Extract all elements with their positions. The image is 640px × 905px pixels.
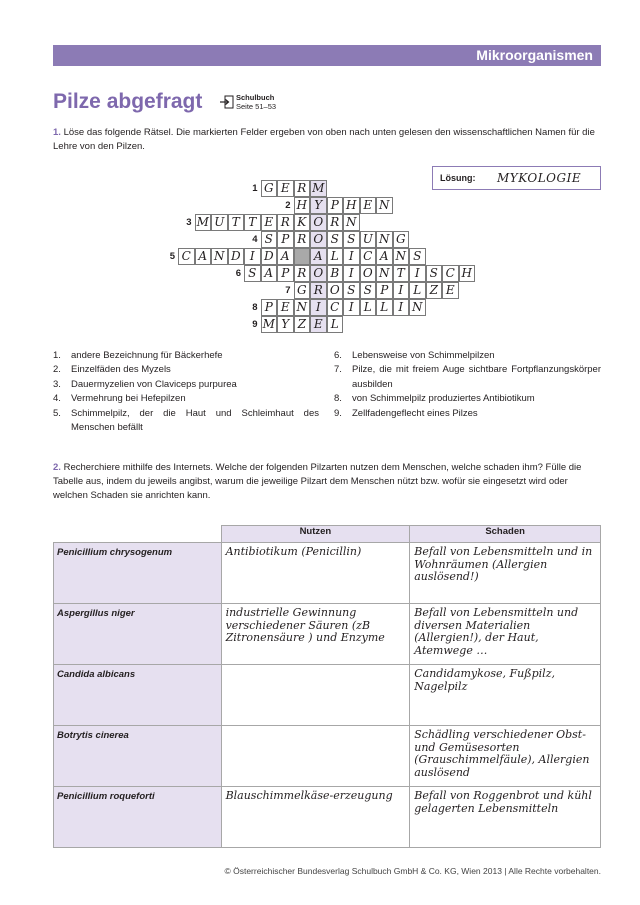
crossword-cell[interactable]: S: [343, 282, 360, 299]
crossword-cell[interactable]: U: [211, 214, 228, 231]
crossword-cell[interactable]: H: [294, 197, 311, 214]
crossword-cell[interactable]: G: [393, 231, 410, 248]
crossword-cell[interactable]: Y: [277, 316, 294, 333]
task-1-number: 1.: [53, 127, 61, 138]
crossword-cell[interactable]: E: [277, 180, 294, 197]
clue-item: [334, 407, 601, 421]
clue-text: Dauermyzelien von Claviceps purpurea: [71, 378, 237, 390]
crossword-cell[interactable]: I: [343, 299, 360, 316]
crossword-cell[interactable]: E: [261, 214, 278, 231]
clue-number: 2.: [53, 364, 61, 376]
crossword-cell[interactable]: O: [310, 231, 327, 248]
schaden-cell[interactable]: Befall von Lebensmitteln und in Wohnräumen (Allergien auslösend!): [410, 543, 601, 604]
crossword-cell[interactable]: A: [376, 248, 393, 265]
solution-label: Lösung:: [440, 173, 476, 183]
crossword-cell[interactable]: N: [376, 231, 393, 248]
crossword-cell[interactable]: E: [277, 299, 294, 316]
crossword-row-number: 5: [169, 251, 175, 262]
crossword-cell[interactable]: R: [294, 265, 311, 282]
task-2-number: 2.: [53, 462, 61, 473]
clue-item: [53, 349, 319, 363]
crossword-cell[interactable]: N: [393, 248, 410, 265]
table-header-row: [54, 526, 601, 543]
clue-item: [334, 392, 601, 406]
crossword-row-number: 2: [285, 200, 291, 211]
solution-box: [432, 166, 601, 190]
crossword-row-number: 4: [252, 234, 258, 245]
crossword-blank-cell[interactable]: [294, 248, 311, 265]
crossword-cell[interactable]: O: [310, 214, 327, 231]
clue-number: 6.: [334, 350, 342, 361]
nutzen-cell[interactable]: industrielle Gewinnung verschiedener Säuren (zB Zitronensäure ) und Enzyme: [221, 604, 410, 665]
crossword-cell[interactable]: N: [211, 248, 228, 265]
fungus-name: Aspergillus niger: [54, 604, 222, 665]
task-2-instruction: [53, 461, 601, 503]
crossword-cell[interactable]: I: [343, 248, 360, 265]
crossword-cell[interactable]: C: [327, 299, 344, 316]
crossword-cell[interactable]: N: [376, 265, 393, 282]
fungus-name: Penicillium roqueforti: [54, 787, 222, 848]
crossword-cell[interactable]: R: [277, 214, 294, 231]
clue-item: [53, 378, 319, 392]
nutzen-cell[interactable]: [221, 726, 410, 787]
crossword-cell[interactable]: T: [228, 214, 245, 231]
crossword-cell[interactable]: E: [360, 197, 377, 214]
clue-number: 8.: [334, 393, 342, 405]
crossword-cell[interactable]: P: [327, 197, 344, 214]
crossword-cell[interactable]: I: [409, 265, 426, 282]
crossword-cell[interactable]: A: [277, 248, 294, 265]
table-header-schaden: Schaden: [410, 526, 601, 543]
solution-value: MYKOLOGIE: [497, 171, 582, 185]
clue-item: [334, 349, 601, 363]
schoolbook-reference: [220, 93, 290, 113]
crossword-cell[interactable]: I: [310, 299, 327, 316]
clue-text: andere Bezeichnung für Bäckerhefe: [71, 350, 223, 361]
table-row: [54, 604, 601, 665]
clue-list-left: [53, 349, 319, 435]
nutzen-cell[interactable]: Antibiotikum (Penicillin): [221, 543, 410, 604]
clue-number: 4.: [53, 393, 61, 405]
crossword-cell[interactable]: Z: [294, 316, 311, 333]
task-2-text: Recherchiere mithilfe des Internets. Welche der folgenden Pilzarten nutzen dem Menschen, welche schaden ihm? Fülle die Tabelle aus, indem du jeweils angibst, warum die jeweilige Pilzart dem Menschen nützt bzw. wofür sie eingesetzt wird oder welchen Schaden sie anrichten kann.: [53, 462, 582, 501]
crossword-row-number: 3: [186, 217, 192, 228]
crossword-cell[interactable]: L: [376, 299, 393, 316]
fungus-name: Penicillium chrysogenum: [54, 543, 222, 604]
clue-item: [53, 392, 319, 406]
section-title: Mikroorganismen: [476, 47, 593, 63]
crossword-cell[interactable]: P: [277, 231, 294, 248]
fungus-name: Candida albicans: [54, 665, 222, 726]
crossword-cell[interactable]: C: [360, 248, 377, 265]
crossword-cell[interactable]: C: [442, 265, 459, 282]
crossword-cell[interactable]: I: [343, 265, 360, 282]
crossword-cell[interactable]: P: [376, 282, 393, 299]
crossword-cell[interactable]: N: [294, 299, 311, 316]
schaden-cell[interactable]: Candidamykose, Fußpilz, Nagelpilz: [410, 665, 601, 726]
crossword-cell[interactable]: A: [261, 265, 278, 282]
task-1-text: Löse das folgende Rätsel. Die markierten Felder ergeben von oben nach unten gelesen den wissenschaftlichen Namen für die Lehre von den Pilzen.: [53, 127, 595, 152]
crossword-cell[interactable]: I: [393, 282, 410, 299]
crossword-cell[interactable]: E: [310, 316, 327, 333]
crossword-cell[interactable]: S: [409, 248, 426, 265]
clue-item: [334, 363, 601, 392]
crossword-row-number: 6: [235, 268, 241, 279]
clue-number: 1.: [53, 350, 61, 361]
book-arrow-icon: [220, 95, 234, 109]
crossword-cell[interactable]: L: [327, 248, 344, 265]
crossword-cell[interactable]: T: [244, 214, 261, 231]
crossword-cell[interactable]: H: [459, 265, 476, 282]
schoolbook-pages: Seite 51–53: [236, 102, 277, 111]
clue-text: Pilze, die mit freiem Auge sichtbare Fortpflanzungskörper ausbilden: [352, 364, 601, 390]
crossword-cell[interactable]: T: [393, 265, 410, 282]
section-header-bar: [53, 45, 601, 66]
crossword-cell[interactable]: N: [376, 197, 393, 214]
clue-item: [53, 407, 319, 436]
crossword-cell[interactable]: D: [261, 248, 278, 265]
clue-number: 5.: [53, 407, 61, 419]
table-row: [54, 543, 601, 604]
table-header-empty: [54, 526, 222, 543]
crossword-cell[interactable]: I: [244, 248, 261, 265]
fungi-table: [53, 525, 601, 848]
clue-item: [53, 363, 319, 377]
schoolbook-label: Schulbuch: [236, 93, 275, 102]
crossword-cell[interactable]: C: [178, 248, 195, 265]
crossword-cell[interactable]: O: [360, 265, 377, 282]
crossword-cell[interactable]: M: [261, 316, 278, 333]
crossword-cell[interactable]: H: [343, 197, 360, 214]
crossword-cell[interactable]: P: [277, 265, 294, 282]
crossword-row-number: 1: [252, 183, 258, 194]
crossword-row-number: 9: [252, 319, 258, 330]
crossword-cell[interactable]: N: [343, 214, 360, 231]
crossword-cell[interactable]: M: [310, 180, 327, 197]
crossword-cell[interactable]: P: [261, 299, 278, 316]
crossword-cell[interactable]: R: [327, 214, 344, 231]
page-title: Pilze abgefragt: [53, 90, 203, 113]
crossword-row-number: 7: [285, 285, 291, 296]
table-header-nutzen: Nutzen: [221, 526, 410, 543]
copyright-footer: © Österreichischer Bundesverlag Schulbuch GmbH & Co. KG, Wien 2013 | Alle Rechte vorbehalten.: [224, 866, 601, 876]
crossword-cell[interactable]: G: [294, 282, 311, 299]
schaden-cell[interactable]: Befall von Lebensmitteln und diversen Materialien (Allergien!), der Haut, Atemwege …: [410, 604, 601, 665]
crossword-cell[interactable]: R: [294, 180, 311, 197]
schaden-cell[interactable]: Befall von Roggenbrot und kühl gelagerten Lebensmitteln: [410, 787, 601, 848]
clue-text: von Schimmelpilz produziertes Antibiotikum: [352, 393, 535, 405]
crossword-cell[interactable]: D: [228, 248, 245, 265]
fungus-name: Botrytis cinerea: [54, 726, 222, 787]
crossword-cell[interactable]: S: [244, 265, 261, 282]
clue-text: Zellfadengeflecht eines Pilzes: [352, 407, 478, 419]
clue-text: Vermehrung bei Hefepilzen: [71, 393, 186, 405]
crossword-cell[interactable]: A: [195, 248, 212, 265]
crossword-cell[interactable]: E: [442, 282, 459, 299]
crossword-cell[interactable]: G: [261, 180, 278, 197]
nutzen-cell[interactable]: Blauschimmelkäse-erzeugung: [221, 787, 410, 848]
crossword-cell[interactable]: S: [327, 231, 344, 248]
clue-number: 3.: [53, 378, 61, 390]
clue-text: Schimmelpilz, der die Haut und Schleimhaut des Menschen befällt: [71, 407, 319, 434]
crossword-cell[interactable]: S: [343, 231, 360, 248]
crossword-cell[interactable]: L: [327, 316, 344, 333]
crossword-cell[interactable]: L: [409, 282, 426, 299]
table-row: [54, 726, 601, 787]
clue-number: 7.: [334, 364, 342, 376]
crossword-row-number: 8: [252, 302, 258, 313]
crossword-cell[interactable]: K: [294, 214, 311, 231]
clue-number: 9.: [334, 407, 342, 419]
crossword-cell[interactable]: L: [360, 299, 377, 316]
crossword-cell[interactable]: O: [327, 282, 344, 299]
crossword-cell[interactable]: R: [294, 231, 311, 248]
crossword-cell[interactable]: Y: [310, 197, 327, 214]
clue-list-right: [334, 349, 601, 421]
crossword-cell[interactable]: N: [409, 299, 426, 316]
crossword-cell[interactable]: A: [310, 248, 327, 265]
crossword-cell[interactable]: R: [310, 282, 327, 299]
crossword-cell[interactable]: S: [360, 282, 377, 299]
crossword-cell[interactable]: O: [310, 265, 327, 282]
crossword-cell[interactable]: B: [327, 265, 344, 282]
crossword-cell[interactable]: I: [393, 299, 410, 316]
clue-text: Einzelfäden des Myzels: [71, 364, 171, 376]
crossword-cell[interactable]: U: [360, 231, 377, 248]
table-row: [54, 787, 601, 848]
schaden-cell[interactable]: Schädling verschiedener Obst- und Gemüsesorten (Grauschimmelfäule), Allergien auslösend: [410, 726, 601, 787]
nutzen-cell[interactable]: [221, 665, 410, 726]
clue-text: Lebensweise von Schimmelpilzen: [352, 350, 495, 361]
table-row: [54, 665, 601, 726]
task-1-instruction: [53, 126, 601, 154]
crossword-cell[interactable]: Z: [426, 282, 443, 299]
crossword-cell[interactable]: S: [261, 231, 278, 248]
crossword-cell[interactable]: M: [195, 214, 212, 231]
crossword-cell[interactable]: S: [426, 265, 443, 282]
